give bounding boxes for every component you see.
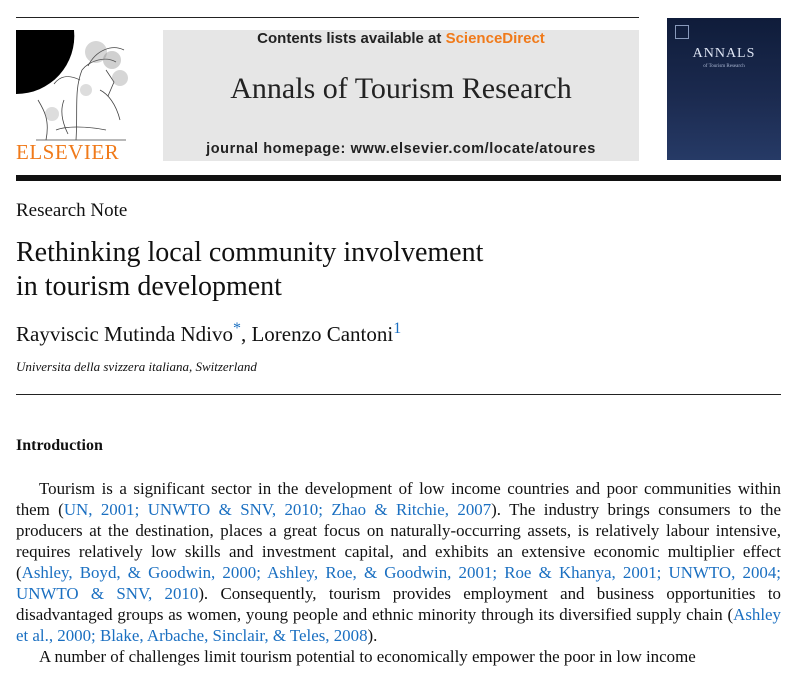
body-text — [16, 478, 781, 667]
citation-link[interactable]: UN, 2001; UNWTO & SNV, 2010; Zhao & Ritchie, 2007 — [63, 500, 492, 519]
header-divider — [16, 175, 781, 181]
section-heading: Introduction — [16, 437, 103, 454]
article-type: Research Note — [16, 200, 128, 221]
author-separator: , — [240, 322, 252, 346]
journal-homepage-link[interactable]: journal homepage: www.elsevier.com/locate/atoures — [206, 141, 596, 157]
journal-cover-image — [667, 18, 781, 160]
article-title — [16, 236, 716, 304]
paragraph — [16, 478, 781, 646]
citation-link[interactable]: Ashley, Boyd, & Goodwin, 2000; Ashley, Roe, & Goodwin, 2001; Roe & Khanya, 2001; UNWTO, 2004; UNWTO & SNV, 2010 — [16, 563, 781, 603]
cover-subtitle: of Tourism Research — [703, 64, 745, 69]
text-run: A number of challenges limit tourism potential to economically empower the poor in low income — [39, 647, 696, 666]
title-line-1: Rethinking local community involvement — [16, 237, 484, 268]
affiliation-footnote-mark[interactable]: 1 — [393, 320, 402, 337]
author-name[interactable]: Lorenzo Cantoni — [251, 322, 394, 346]
text-run: ). The industry brings consumers to the producers at the destination, places a great focus on naturally-occurring assets, is relatively labour intensive, requires relatively low skills and investment capital, and exhibits an extensive economic multiplier effect ( — [16, 500, 781, 582]
cover-publisher-icon — [675, 25, 689, 39]
journal-banner — [163, 30, 639, 161]
text-run: ). Consequently, tourism provides employment and business opportunities to disadvantaged groups as women, young people and ethnic minority through its diversified supply chain ( — [16, 584, 781, 624]
author-list — [16, 320, 401, 347]
title-line-2: in tourism development — [16, 271, 282, 302]
corresponding-author-mark[interactable]: * — [232, 320, 241, 337]
citation-link[interactable]: Ashley et al., 2000; Blake, Arbache, Sinclair, & Teles, 2008 — [16, 605, 781, 645]
top-rule — [16, 17, 639, 18]
sciencedirect-link[interactable]: ScienceDirect — [445, 30, 545, 47]
journal-title: Annals of Tourism Research — [230, 72, 572, 105]
affiliation: Universita della svizzera italiana, Switzerland — [16, 359, 257, 374]
text-run: Tourism is a significant sector in the development of low income countries and poor communities within them ( — [16, 479, 781, 519]
paragraph — [16, 646, 781, 667]
text-run: ). — [367, 626, 378, 645]
author-name[interactable]: Rayviscic Mutinda Ndivo — [16, 322, 233, 346]
cover-title: ANNALS — [692, 46, 756, 61]
publisher-wordmark: ELSEVIER — [16, 140, 120, 164]
contents-line — [163, 30, 639, 47]
contents-prefix: Contents lists available at — [257, 30, 446, 47]
abstract-divider — [16, 394, 781, 395]
